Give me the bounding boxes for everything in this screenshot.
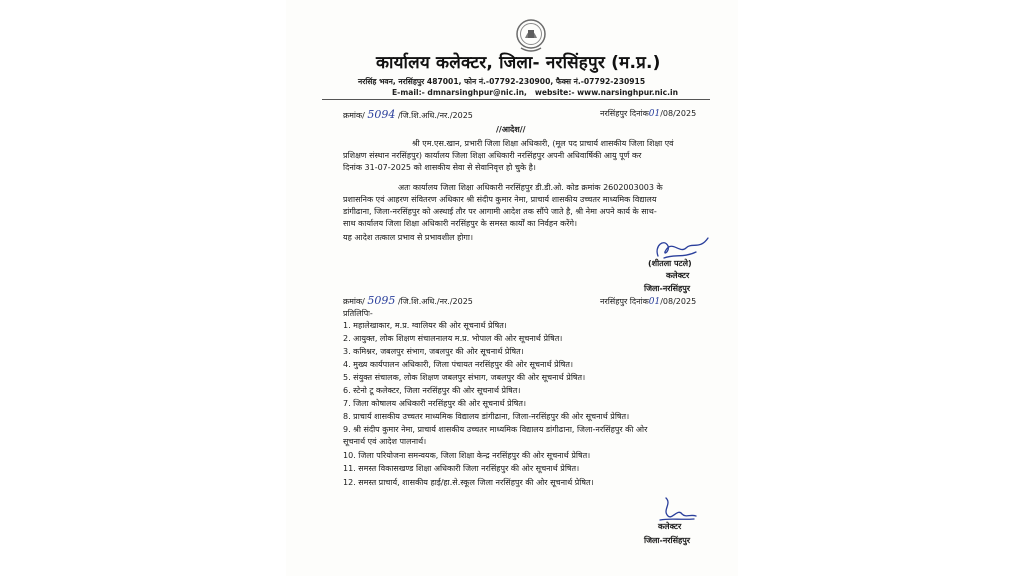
list-item: 6. स्टेनो टू कलेक्टर, जिला नरसिंहपुर की ओर सूचनार्थ प्रेषित। xyxy=(343,386,521,395)
list-item: 9. श्री संदीप कुमार नेमा, प्राचार्य शासकीय उच्चतर माध्यमिक विद्यालय डांगीढाना, जिला-नरसिंहपुर की ओर xyxy=(343,425,648,434)
website-text: website:- www.narsinghpur.nic.in xyxy=(534,88,679,97)
office-contact xyxy=(392,88,678,97)
list-item: 2. आयुक्त, लोक शिक्षण संचालनालय म.प्र. भोपाल की ओर सूचनार्थ प्रेषित। xyxy=(343,334,563,343)
list-item: सूचनार्थ एवं आदेश पालनार्थ। xyxy=(343,437,427,446)
list-item: 12. समस्त प्राचार्य, शासकीय हाई/हा.से.स्कूल जिला नरसिंहपुर की ओर सूचनार्थ प्रेषित। xyxy=(343,478,594,487)
paragraph-1-line-1: श्री एम.एस.खान, प्रभारी जिला शिक्षा अधिकारी, (मूल पद प्राचार्य शासकीय जिला शिक्षा एवं xyxy=(412,139,674,148)
copy-date-day-handwritten: 01 xyxy=(648,297,661,307)
ref-suffix: /जि.शि.अधि./नर./2025 xyxy=(397,111,473,120)
paragraph-3: यह आदेश तत्काल प्रभाव से प्रभावशील होगा। xyxy=(343,233,474,242)
order-date xyxy=(600,108,696,119)
copy-reference xyxy=(343,294,473,307)
date-suffix: /08/2025 xyxy=(660,109,697,118)
copy-date-suffix: /08/2025 xyxy=(660,297,697,306)
list-item: 7. जिला कोषालय अधिकारी नरसिंहपुर की ओर सूचनार्थ प्रेषित। xyxy=(343,399,526,408)
date-day-handwritten: 01 xyxy=(648,109,661,119)
list-item: 11. समस्त विकासखण्ड शिक्षा अधिकारी जिला नरसिंहपुर की ओर सूचनार्थ प्रेषित। xyxy=(343,464,580,473)
paragraph-2-line-3: डांगीढाना, जिला-नरसिंहपुर को अस्थाई तौर पर आगामी आदेश तक सौंपे जाते है, श्री नेमा अपने कार्य के साथ- xyxy=(343,207,657,216)
ref-prefix: क्रमांक/ xyxy=(343,111,365,120)
list-item: 10. जिला परियोजना समन्वयक, जिला शिक्षा केन्द्र नरसिंहपुर की ओर सूचनार्थ प्रेषित। xyxy=(343,451,591,460)
order-reference xyxy=(343,108,473,121)
copy-signatory-district: जिला-नरसिंहपुर xyxy=(644,536,691,545)
list-item: 4. मुख्य कार्यपालन अधिकारी, जिला पंचायत नरसिंहपुर की ओर सूचनार्थ प्रेषित। xyxy=(343,360,573,369)
signatory-district: जिला-नरसिंहपुर xyxy=(644,284,691,293)
signature-2-image xyxy=(656,494,700,524)
paragraph-2-line-1: अतः कार्यालय जिला शिक्षा अधिकारी नरसिंहपुर डी.डी.ओ. कोड क्रमांक 2602003003 के xyxy=(398,183,663,192)
copy-date-prefix: नरसिंहपुर दिनांक xyxy=(600,297,649,306)
paragraph-1-line-2: प्रशिक्षण संस्थान नरसिंहपुर) कार्यालय जिला शिक्षा अधिकारी नरसिंहपुर अपनी अधिवार्षिकी आयु पूर्ण कर xyxy=(343,151,642,160)
list-item: 8. प्राचार्य शासकीय उच्चतर माध्यमिक विद्यालय डांगीढाना, जिला-नरसिंहपुर की ओर सूचनार्थ प्रेषित। xyxy=(343,412,630,421)
copy-signatory-title: कलेक्टर xyxy=(658,522,682,531)
copy-ref-suffix: /जि.शि.अधि./नर./2025 xyxy=(397,297,473,306)
copy-date xyxy=(600,296,696,307)
paragraph-2-line-4: साथ कार्यालय जिला शिक्षा अधिकारी नरसिंहपुर के समस्त कार्यों का निर्वहन करेंगे। xyxy=(343,219,578,228)
office-title: कार्यालय कलेक्टर, जिला- नरसिंहपुर (म.प्र.) xyxy=(376,53,661,73)
copy-label: प्रतिलिपिः- xyxy=(343,309,373,318)
date-prefix: नरसिंहपुर दिनांक xyxy=(600,109,649,118)
list-item: 1. महालेखाकार, म.प्र. ग्वालियर की ओर सूचनार्थ प्रेषित। xyxy=(343,321,507,330)
order-heading: //आदेश// xyxy=(496,125,526,134)
paragraph-1-line-3: दिनांक 31-07-2025 को शासकीय सेवा से सेवानिवृत्त हो चुके है। xyxy=(343,163,536,172)
header-divider xyxy=(322,99,710,100)
copy-ref-number-handwritten: 5095 xyxy=(367,294,396,307)
ref-number-handwritten: 5094 xyxy=(367,108,396,121)
signatory-name: (शीतला पटले) xyxy=(648,259,692,268)
signatory-title: कलेक्टर xyxy=(666,271,690,280)
copy-ref-prefix: क्रमांक/ xyxy=(343,297,365,306)
list-item: 5. संयुक्त संचालक, लोक शिक्षण जबलपुर संभाग, जबलपुर की ओर सूचनार्थ प्रेषित। xyxy=(343,373,586,382)
list-item: 3. कमिश्नर, जबलपुर संभाग, जबलपुर की ओर सूचनार्थ प्रेषित। xyxy=(343,347,524,356)
email-text: E-mail:- dmnarsinghpur@nic.in, xyxy=(392,88,527,97)
paragraph-2-line-2: प्रशासनिक एवं आहरण संवितरण अधिकार श्री संदीप कुमार नेमा, प्राचार्य शासकीय उच्चतर माध्यमिक विद्यालय xyxy=(343,195,657,204)
office-address: नरसिंह भवन, नरसिंहपुर 487001, फोन नं.-07792-230900, फैक्स नं.-07792-230915 xyxy=(358,77,646,86)
